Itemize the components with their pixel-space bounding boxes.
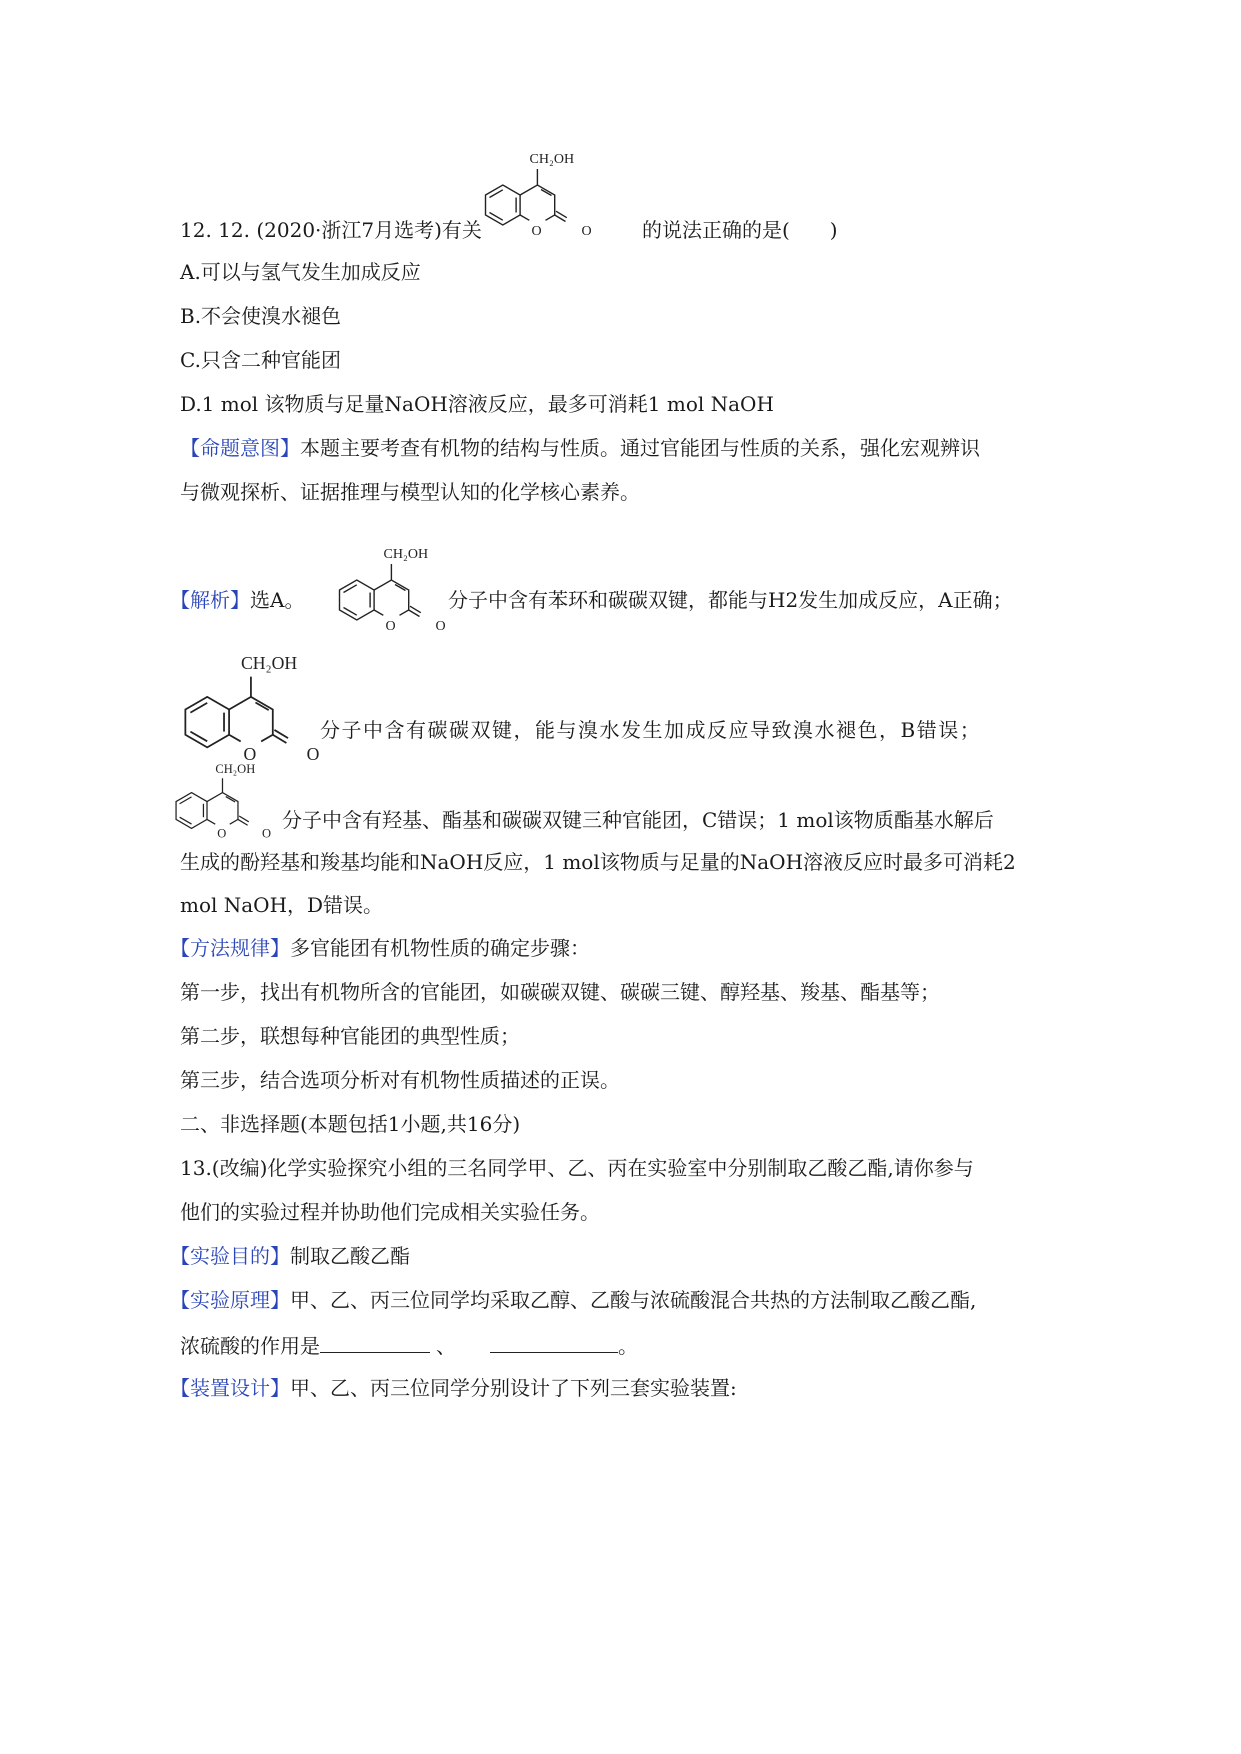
design-text: 甲、乙、丙三位同学分别设计了下列三套实验装置:	[290, 1376, 737, 1400]
analysis-text-b: 分子中含有碳碳双键，能与溴水发生加成反应导致溴水褪色，B错误；	[320, 718, 982, 742]
svg-text:CH₂OH: CH₂OH	[240, 653, 298, 674]
intent-line-1	[180, 438, 980, 458]
analysis-lead: 选A。	[250, 588, 305, 612]
design-line	[170, 1378, 737, 1398]
svg-text:O: O	[385, 619, 396, 634]
method-step-1: 第一步，找出有机物所含的官能团，如碳碳双键、碳碳三键、醇羟基、羧基、酯基等；	[180, 980, 940, 1004]
question-stem-suffix: 的说法正确的是( )	[642, 218, 838, 242]
option-c: C.只含二种官能团	[180, 348, 341, 372]
method-line	[170, 938, 590, 958]
svg-text:O: O	[243, 744, 257, 764]
analysis-text-d1: 生成的酚羟基和羧基均能和NaOH反应，1 mol该物质与足量的NaOH溶液反应时最多可消耗2	[180, 850, 1016, 874]
question-12-stem	[180, 220, 482, 240]
coumarin-structure-analysis-c	[170, 755, 285, 840]
svg-text:O: O	[435, 619, 446, 634]
intent-line-2: 与微观探析、证据推理与模型认知的化学核心素养。	[180, 480, 640, 504]
principle-separator: 、	[436, 1334, 456, 1358]
principle-text: 甲、乙、丙三位同学均采取乙醇、乙酸与浓硫酸混合共热的方法制取乙酸乙酯,	[290, 1288, 977, 1312]
section-heading: 二、非选择题(本题包括1小题,共16分)	[180, 1112, 521, 1136]
svg-text:O: O	[306, 744, 320, 764]
option-b: B.不会使溴水褪色	[180, 304, 342, 328]
design-tag: 【装置设计】	[170, 1376, 290, 1400]
analysis-text-c: 分子中含有羟基、酯基和碳碳双键三种官能团，C错误；1 mol该物质酯基水解后	[282, 808, 994, 832]
answer-blank-2[interactable]	[490, 1334, 618, 1353]
analysis-tag: 【解析】	[170, 588, 250, 612]
question-stem-prefix: 12. (2020·浙江7月选考)有关	[218, 218, 482, 242]
principle-line-2	[180, 1334, 638, 1356]
principle-line	[170, 1290, 976, 1310]
question-13-stem-2: 他们的实验过程并协助他们完成相关实验任务。	[180, 1200, 600, 1224]
purpose-line	[170, 1246, 410, 1266]
svg-text:CH₂OH: CH₂OH	[215, 761, 256, 776]
method-text: 多官能团有机物性质的确定步骤：	[290, 936, 590, 960]
substituent-label: CH₂OH	[529, 152, 575, 167]
analysis-text-a: 分子中含有苯环和碳碳双键，都能与H2发生加成反应，A正确；	[448, 588, 1013, 612]
answer-blank-1[interactable]	[320, 1334, 430, 1353]
svg-text:O: O	[217, 826, 227, 841]
principle-text-2: 浓硫酸的作用是	[180, 1334, 320, 1358]
method-tag: 【方法规律】	[170, 936, 290, 960]
svg-text:O: O	[261, 826, 271, 841]
purpose-tag: 【实验目的】	[170, 1244, 290, 1268]
question-number: 12.	[180, 218, 212, 242]
method-step-2: 第二步，联想每种官能团的典型性质；	[180, 1024, 520, 1048]
intent-text-1: 本题主要考查有机物的结构与性质。通过官能团与性质的关系，强化宏观辨识	[300, 436, 980, 460]
coumarin-structure-analysis-b	[178, 640, 338, 764]
option-a: A.可以与氢气发生加成反应	[180, 260, 421, 284]
principle-tag: 【实验原理】	[170, 1288, 290, 1312]
principle-end: 。	[618, 1334, 638, 1358]
coumarin-structure	[478, 145, 608, 240]
purpose-text: 制取乙酸乙酯	[290, 1244, 410, 1268]
ring-oxygen-label: O	[531, 224, 542, 239]
carbonyl-oxygen-label: O	[581, 224, 592, 239]
analysis-line-a	[170, 590, 304, 610]
question-13-stem-1: 13.(改编)化学实验探究小组的三名同学甲、乙、丙在实验室中分别制取乙酸乙酯,请你参与	[180, 1156, 974, 1180]
coumarin-structure-analysis-a	[332, 540, 462, 635]
option-d: D.1 mol 该物质与足量NaOH溶液反应，最多可消耗1 mol NaOH	[180, 392, 774, 416]
svg-text:CH₂OH: CH₂OH	[383, 547, 429, 562]
method-step-3: 第三步，结合选项分析对有机物性质描述的正误。	[180, 1068, 620, 1092]
analysis-text-d2: mol NaOH，D错误。	[180, 893, 384, 917]
intent-tag: 【命题意图】	[180, 436, 300, 460]
